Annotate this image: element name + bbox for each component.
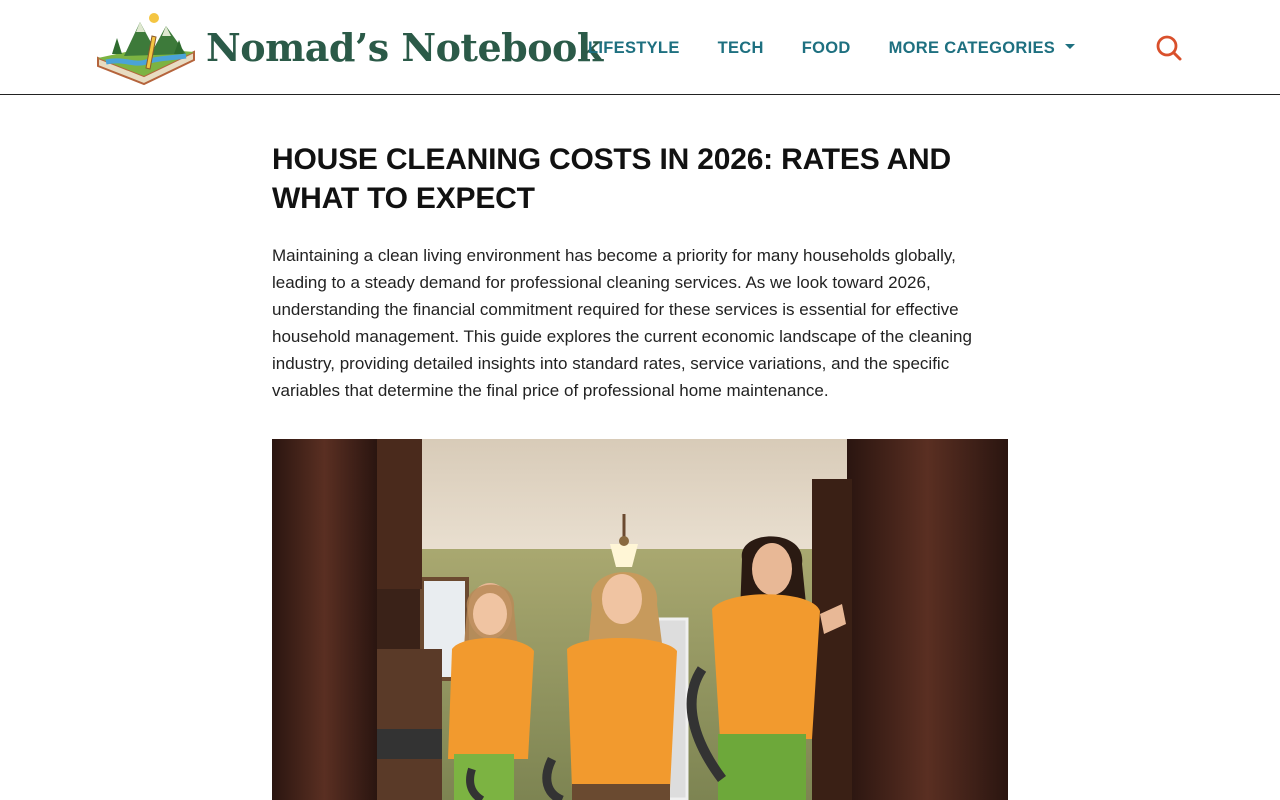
nav-item-food[interactable]: FOOD [801,38,851,57]
caret-down-icon [1065,44,1075,49]
nav-item-more-categories-label: MORE CATEGORIES [888,38,1056,57]
nav-item-lifestyle[interactable]: LIFESTYLE [588,38,680,57]
article-intro: Maintaining a clean living environment has become a priority for many households globally, leading to a steady demand for professional cleaning services. As we look toward 2026, understanding the financial commitment required for these services is essential for effective household management. This guide explores the current economic landscape of the cleaning industry, providing detailed insights into standard rates, service variations, and the specific variables that determine the final price of professional home maintenance. [272,246,972,400]
notebook-landscape-logo-icon [94,8,198,86]
search-icon [1155,34,1183,62]
site-logo[interactable] [94,8,603,86]
nav-item-more-categories[interactable] [889,39,1075,58]
article-hero-image [272,439,1008,800]
cleaning-team-photo [272,439,1008,800]
nav-item-tech[interactable]: TECH [717,38,764,57]
site-name: Nomad’s Notebook [206,24,603,70]
article [272,140,1008,404]
main-nav [588,36,1113,60]
search-button[interactable] [1155,34,1183,62]
article-title: HOUSE CLEANING COSTS IN 2026: RATES AND WHAT TO EXPECT [272,143,951,215]
site-header [0,0,1280,95]
